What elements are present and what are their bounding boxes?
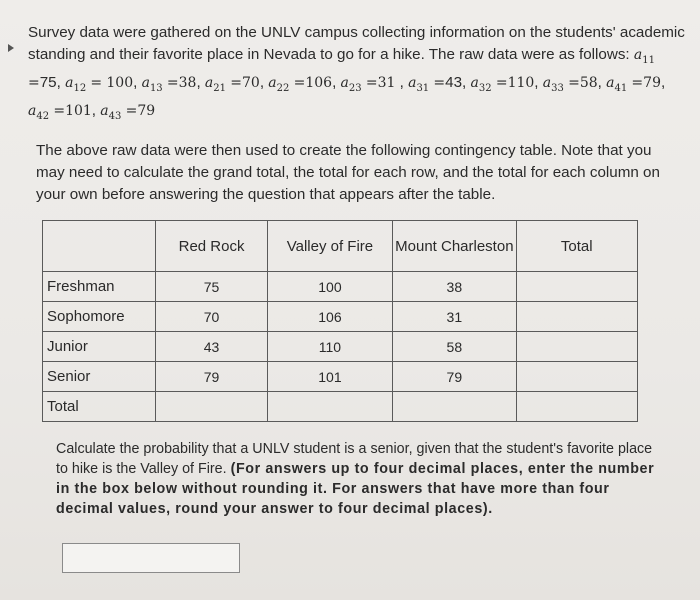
table-header-row [43, 221, 638, 272]
cell: 75 [156, 272, 267, 302]
value-a43: $a_{43}$ [100, 102, 122, 122]
cell: 31 [393, 302, 516, 332]
cell: 79 [156, 362, 267, 392]
header-red-rock: Red Rock [156, 221, 267, 272]
value-a42: $a_{42}$ [28, 102, 50, 122]
value-a41: $a_{41}$ [606, 74, 628, 94]
table-row-total [43, 392, 638, 422]
cell: 100 [267, 272, 392, 302]
cell-total [516, 272, 637, 302]
intro-text: Survey data were gathered on the UNLV campus collecting information on the students' academic standing and their favorite place in Nevada to go for a hike. The raw data were as follows: [28, 24, 685, 63]
cell: 43 [156, 332, 267, 362]
question-note: (For answers up to four decimal places, enter the number in the box below without rounding it. For answers that have more than four decimal values, round your answer to four decimal places). [56, 461, 655, 517]
row-label-senior: Senior [43, 362, 156, 392]
row-label-sophomore: Sophomore [43, 302, 156, 332]
intro-paragraph [28, 22, 688, 127]
cell: 79 [393, 362, 516, 392]
header-total: Total [516, 221, 637, 272]
cell-total [516, 362, 637, 392]
cell: 38 [393, 272, 516, 302]
question-text: Calculate the probability that a UNLV student is a senior, given that the student's favorite place to hike is the Valley of Fire. [56, 441, 653, 477]
table-row [43, 362, 638, 392]
cell-total [267, 392, 392, 422]
cell-total [516, 302, 637, 332]
question-paragraph [56, 439, 656, 519]
table-row [43, 332, 638, 362]
cell: 70 [156, 302, 267, 332]
raw-values: $a_{11} =75$, $a_{12} = 100$, $a_{13} =38$, $a_{21} =70$, $a_{22} =106$, $a_{23} =31$ , $a_{31} =43$, $a_{32} =110$, $a_{33} =58$, $a_{41} =79$, $a_{42} =101$, $a_{43} =79$ [28, 47, 666, 122]
row-label-total: Total [43, 392, 156, 422]
value-a11: $a_{11}$ [633, 47, 655, 66]
value-a23: $a_{23}$ [340, 74, 362, 94]
cell-total [393, 392, 516, 422]
contingency-table [42, 220, 638, 422]
row-label-junior: Junior [43, 332, 156, 362]
table-row [43, 272, 638, 302]
value-a21: $a_{21}$ [204, 74, 227, 94]
cell: 101 [267, 362, 392, 392]
instructions-paragraph: The above raw data were then used to create the following contingency table. Note that you may need to calculate the grand total, the total for each row, and the total for each column on your own before answering the question that appears after the table. [36, 142, 660, 203]
value-a13: $a_{13}$ [141, 74, 163, 94]
value-a22: $a_{22}$ [268, 74, 290, 94]
header-mount-charleston: Mount Charleston [393, 221, 516, 272]
value-a12: $a_{12}$ [65, 74, 87, 94]
header-corner [43, 221, 156, 272]
value-a31: $a_{31}$ [408, 74, 430, 94]
cell: 106 [267, 302, 392, 332]
cell: 58 [393, 332, 516, 362]
table-row [43, 302, 638, 332]
cell-grand-total [516, 392, 637, 422]
row-label-freshman: Freshman [43, 272, 156, 302]
answer-input[interactable] [62, 543, 240, 573]
cell-total [156, 392, 267, 422]
header-valley-of-fire: Valley of Fire [267, 221, 392, 272]
cell: 110 [267, 332, 392, 362]
value-a33: $a_{33}$ [542, 74, 564, 94]
bullet-marker-icon [8, 44, 14, 52]
cell-total [516, 332, 637, 362]
value-a32: $a_{32}$ [470, 74, 492, 94]
